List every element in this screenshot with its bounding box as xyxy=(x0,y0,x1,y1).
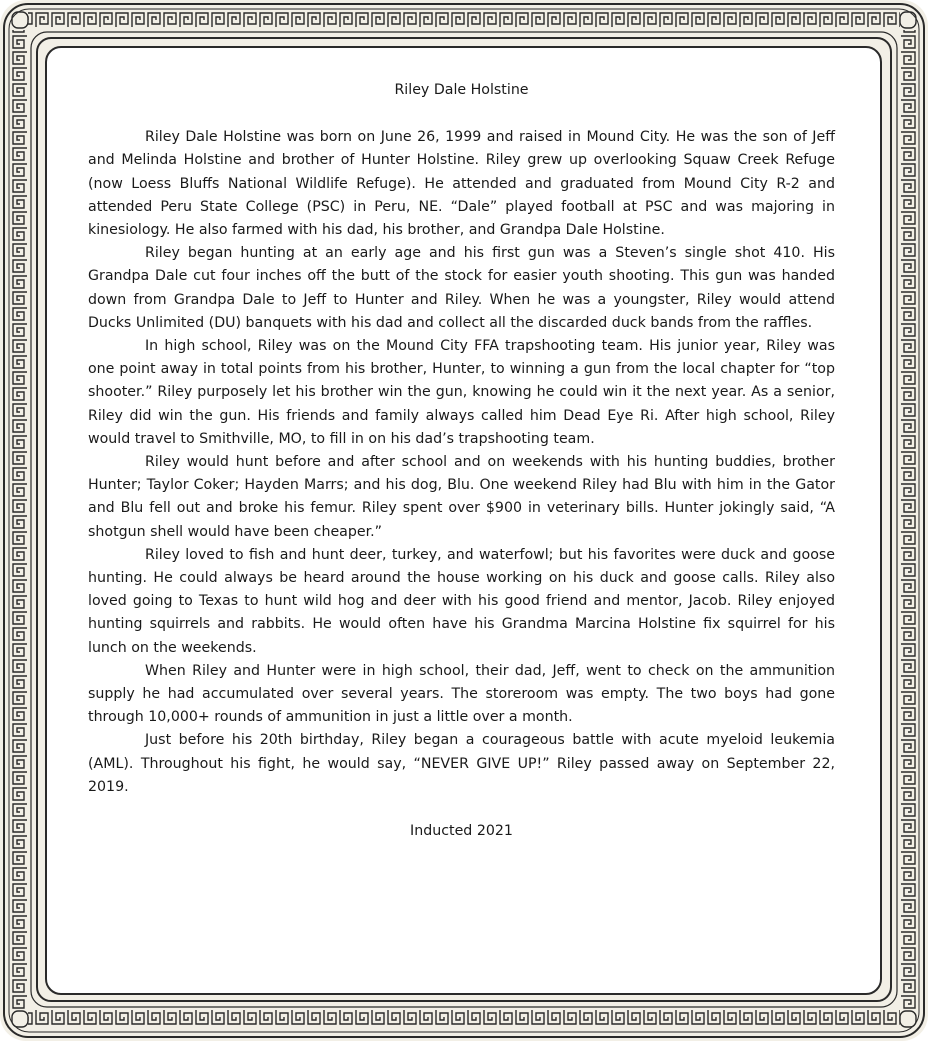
paragraph-illness: Just before his 20th birthday, Riley began a courageous battle with acute myeloid leukemia (AML). Throughout his fight, he would say, “NEVER GIVE UP!” Riley passed away on September 22, 2019. xyxy=(88,732,835,795)
biography-document xyxy=(88,79,835,843)
paragraph-ammunition: When Riley and Hunter were in high school, their dad, Jeff, went to check on the ammunition supply he had accumulated over several years. The storeroom was empty. The two boys had gone through 10,000+ rounds of ammunition in just a little over a month. xyxy=(88,662,835,726)
paragraph-first-gun: Riley began hunting at an early age and his first gun was a Steven’s single shot 410. His Grandpa Dale cut four inches off the butt of the stock for easier youth shooting. This gun was handed down from Grandpa Dale to Jeff to Hunter and Riley. When he was a youngster, Riley would attend Ducks Unlimited (DU) banquets with his dad and collect all the discarded duck bands from the raffles. xyxy=(88,245,835,331)
document-title: Riley Dale Holstine xyxy=(394,82,529,98)
paragraph-trapshooting: In high school, Riley was on the Mound City FFA trapshooting team. His junior year, Riley was one point away in total points from his brother, Hunter, to winning a gun from the local chapter for “top shooter.” Riley purposely let his brother win the gun, knowing he could win it the next year. As a senior, Riley did win the gun. His friends and family always called him Dead Eye Ri. After high school, Riley would travel to Smithville, MO, to fill in on his dad’s trapshooting team. xyxy=(88,338,835,447)
paragraph-early-life: Riley Dale Holstine was born on June 26, 1999 and raised in Mound City. He was the son of Jeff and Melinda Holstine and brother of Hunter Holstine. Riley grew up overlooking Squaw Creek Refuge (now Loess Bluffs National Wildlife Refuge). He attended and graduated from Mound City R-2 and attended Peru State College (PSC) in Peru, NE. “Dale” played football at PSC and was majoring in kinesiology. He also farmed with his dad, his brother, and Grandpa Dale Holstine. xyxy=(88,129,835,239)
paragraph-hunting-buddies: Riley would hunt before and after school and on weekends with his hunting buddies, brother Hunter; Taylor Coker; Hayden Marrs; and his dog, Blu. One weekend Riley had Blu with him in the Gator and Blu fell out and broke his femur. Riley spent over $900 in veterinary bills. Hunter jokingly said, “A shotgun shell would have been cheaper.” xyxy=(88,454,835,540)
induction-year: Inducted 2021 xyxy=(410,823,513,840)
paragraph-favorites: Riley loved to fish and hunt deer, turkey, and waterfowl; but his favorites were duck and goose hunting. He could always be heard around the house working on his duck and goose calls. Riley also loved going to Texas to hunt wild hog and deer with his good friend and mentor, Jacob. Riley enjoyed hunting squirrels and rabbits. He would often have his Grandma Marcina Holstine fix squirrel for his lunch on the weekends. xyxy=(88,546,835,656)
